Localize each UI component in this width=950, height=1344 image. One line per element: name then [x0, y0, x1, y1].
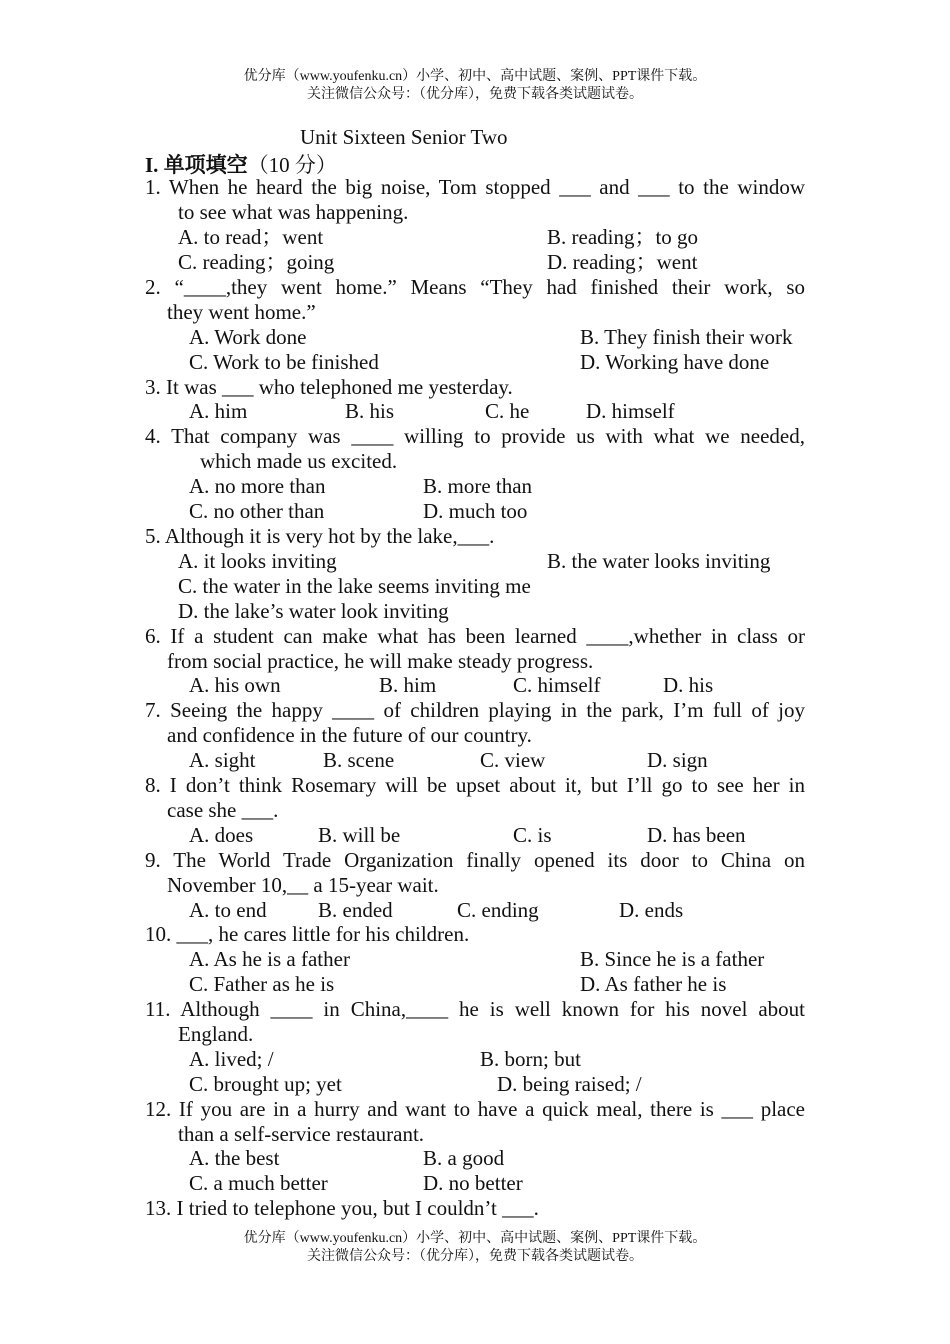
q12-option-a: A. the best — [189, 1146, 280, 1170]
q8-stem-cont: case she ___. — [167, 798, 279, 822]
q10-option-b: B. Since he is a father — [580, 947, 765, 971]
q10-stem: 10. ___, he cares little for his children. — [145, 922, 470, 946]
q7-option-a: A. sight — [189, 748, 256, 772]
q6-option-a: A. his own — [189, 673, 281, 697]
q5-option-d: D. the lake’s water look inviting — [178, 599, 449, 623]
q11-option-b: B. born; but — [480, 1047, 581, 1071]
header-line-1: 优分库（www.youfenku.cn）小学、初中、高中试题、案例、PPT课件下载。 — [243, 69, 707, 84]
q12-option-b: B. a good — [423, 1146, 505, 1170]
q10-option-d: D. As father he is — [580, 972, 727, 996]
q8-option-a: A. does — [189, 823, 254, 847]
q1-stem-cont: to see what was happening. — [178, 200, 409, 224]
footer-line-2: 关注微信公众号：（优分库），免费下载各类试题试卷。 — [307, 1249, 643, 1264]
q4-option-c: C. no other than — [189, 499, 325, 523]
q9-option-b: B. ended — [318, 898, 393, 922]
q10-option-c: C. Father as he is — [189, 972, 335, 996]
q11-stem: 11. Although ____ in China,____ he is well known for his novel about — [145, 997, 805, 1021]
q2-option-a: A. Work done — [189, 325, 307, 349]
q11-option-d: D. being raised; / — [497, 1072, 642, 1096]
q11-stem-cont: England. — [178, 1022, 254, 1046]
header-line-2: 关注微信公众号：（优分库），免费下载各类试题试卷。 — [307, 87, 643, 102]
q3-option-d: D. himself — [586, 399, 675, 423]
footer-line-1: 优分库（www.youfenku.cn）小学、初中、高中试题、案例、PPT课件下载。 — [243, 1231, 707, 1246]
q7-option-c: C. view — [480, 748, 546, 772]
q4-option-b: B. more than — [423, 474, 533, 498]
q10-option-a: A. As he is a father — [189, 947, 350, 971]
q7-stem: 7. Seeing the happy ____ of children playing in the park, I’m full of joy — [145, 698, 805, 722]
q5-option-a: A. it looks inviting — [178, 549, 337, 573]
section-score: （10 分） — [247, 153, 337, 177]
page-header — [0, 68, 950, 104]
q4-stem-cont: which made us excited. — [200, 449, 398, 473]
q3-option-a: A. him — [189, 399, 248, 423]
q9-option-d: D. ends — [619, 898, 684, 922]
q5-option-b: B. the water looks inviting — [547, 549, 771, 573]
q9-stem-cont: November 10,__ a 15-year wait. — [167, 873, 439, 897]
q6-option-b: B. him — [379, 673, 437, 697]
q8-option-c: C. is — [513, 823, 552, 847]
q7-option-b: B. scene — [323, 748, 395, 772]
q2-stem-cont: they went home.” — [167, 300, 316, 324]
section-name: 单项填空 — [163, 153, 248, 177]
q6-option-d: D. his — [663, 673, 714, 697]
q13-stem: 13. I tried to telephone you, but I couldn’t ___. — [145, 1196, 539, 1220]
q3-option-b: B. his — [345, 399, 395, 423]
q1-option-a: A. to read；went — [178, 225, 324, 249]
q5-stem: 5. Although it is very hot by the lake,___. — [145, 524, 495, 548]
q8-stem: 8. I don’t think Rosemary will be upset about it, but I’ll go to see her in — [145, 773, 805, 797]
q6-option-c: C. himself — [513, 673, 601, 697]
q9-option-c: C. ending — [457, 898, 539, 922]
q4-stem: 4. That company was ____ willing to provide us with what we needed, — [145, 424, 805, 448]
q7-stem-cont: and confidence in the future of our country. — [167, 723, 532, 747]
q1-option-b: B. reading；to go — [547, 225, 699, 249]
q5-option-c: C. the water in the lake seems inviting me — [178, 574, 531, 598]
q4-option-a: A. no more than — [189, 474, 326, 498]
q12-stem: 12. If you are in a hurry and want to have a quick meal, there is ___ place — [145, 1097, 805, 1121]
q2-option-b: B. They finish their work — [580, 325, 793, 349]
q1-option-d: D. reading；went — [547, 250, 698, 274]
q2-option-d: D. Working have done — [580, 350, 770, 374]
q3-stem: 3. It was ___ who telephoned me yesterday. — [145, 375, 513, 399]
q12-option-c: C. a much better — [189, 1171, 328, 1195]
q12-option-d: D. no better — [423, 1171, 523, 1195]
q7-option-d: D. sign — [647, 748, 708, 772]
page-footer — [0, 1230, 950, 1266]
q3-option-c: C. he — [485, 399, 530, 423]
q2-option-c: C. Work to be finished — [189, 350, 379, 374]
document-title: Unit Sixteen Senior Two — [300, 125, 508, 149]
q1-option-c: C. reading；going — [178, 250, 335, 274]
q6-stem: 6. If a student can make what has been learned ____,whether in class or — [145, 624, 805, 648]
q4-option-d: D. much too — [423, 499, 528, 523]
q9-stem: 9. The World Trade Organization finally opened its door to China on — [145, 848, 805, 872]
q11-option-c: C. brought up; yet — [189, 1072, 342, 1096]
q1-stem: 1. When he heard the big noise, Tom stopped ___ and ___ to the window — [145, 175, 805, 199]
section-mark: I. — [145, 153, 159, 177]
q12-stem-cont: than a self-service restaurant. — [178, 1122, 425, 1146]
q8-option-d: D. has been — [647, 823, 746, 847]
q8-option-b: B. will be — [318, 823, 401, 847]
q6-stem-cont: from social practice, he will make steady progress. — [167, 649, 594, 673]
q9-option-a: A. to end — [189, 898, 267, 922]
q11-option-a: A. lived; / — [189, 1047, 274, 1071]
q2-stem: 2. “____,they went home.” Means “They had finished their work, so — [145, 275, 805, 299]
